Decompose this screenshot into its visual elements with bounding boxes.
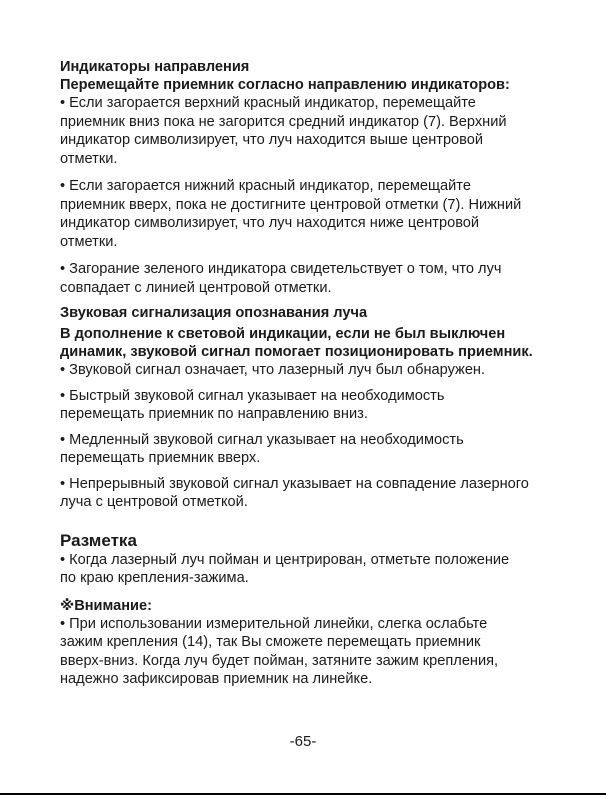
warning-heading: ※Внимание: [60, 597, 152, 614]
direction-item-line: приемник вниз пока не загорится средний индикатор (7). Верхний [60, 113, 507, 130]
warning-line: вверх-вниз. Когда луч будет пойман, затяните зажим крепления, [60, 652, 499, 669]
sound-item-line: перемещать приемник по направлению вниз. [60, 406, 368, 422]
direction-item-3 [60, 260, 560, 297]
direction-item-line: отметки. [60, 150, 118, 167]
sound-item-line: • Медленный звуковой сигнал указывает на необходимость [60, 431, 464, 448]
page-number: -65- [289, 733, 317, 750]
sound-intro-line: В дополнение к световой индикации, если не был выключен [60, 326, 506, 342]
marking-body [60, 551, 560, 588]
direction-heading: Индикаторы направления [60, 59, 250, 75]
sound-item-line: луча с центровой отметкой. [60, 494, 248, 510]
page-content [60, 58, 560, 689]
warning-body [60, 615, 560, 689]
sound-item-line: • Непрерывный звуковой сигнал указывает на совпадение лазерного [60, 475, 529, 492]
warning-line: зажим крепления (14), так Вы сможете перемещать приемник [60, 634, 481, 650]
direction-item-line: • Если загорается нижний красный индикатор, перемещайте [60, 178, 471, 194]
marking-line: по краю крепления-зажима. [60, 570, 249, 586]
direction-item-line: индикатор символизирует, что луч находится ниже центровой [60, 215, 480, 231]
direction-item-2 [60, 177, 560, 251]
direction-item-line: • Если загорается верхний красный индикатор, перемещайте [60, 95, 476, 111]
sound-item-4 [60, 475, 560, 512]
warning-line: надежно зафиксировав приемник на линейке. [60, 671, 373, 687]
sound-item-line: • Звуковой сигнал означает, что лазерный луч был обнаружен. [60, 362, 486, 378]
marking-line: • Когда лазерный луч пойман и центрирован, отметьте положение [60, 551, 510, 568]
sound-item-2 [60, 387, 560, 424]
direction-item-line: отметки. [60, 233, 118, 250]
sound-intro-line: динамик, звуковой сигнал помогает позиционировать приемник. [60, 344, 533, 360]
warning-line: • При использовании измерительной линейки, слегка ослабьте [60, 615, 488, 632]
direction-item-line: совпадает с линией центровой отметки. [60, 279, 332, 296]
sound-item-line: перемещать приемник вверх. [60, 450, 261, 466]
marking-heading: Разметка [60, 530, 137, 550]
direction-intro: Перемещайте приемник согласно направлению индикаторов: [60, 77, 510, 93]
direction-item-line: индикатор символизирует, что луч находится выше центровой [60, 132, 484, 148]
sound-item-line: • Быстрый звуковой сигнал указывает на необходимость [60, 387, 445, 404]
direction-item-line: • Загорание зеленого индикатора свидетельствует о том, что луч [60, 261, 502, 277]
direction-item-line: приемник вверх, пока не достигните центровой отметки (7). Нижний [60, 196, 522, 213]
direction-item-1 [60, 94, 560, 168]
sound-item-3 [60, 431, 560, 468]
sound-heading: Звуковая сигнализация опознавания луча [60, 305, 368, 321]
sound-item-1 [60, 361, 560, 380]
